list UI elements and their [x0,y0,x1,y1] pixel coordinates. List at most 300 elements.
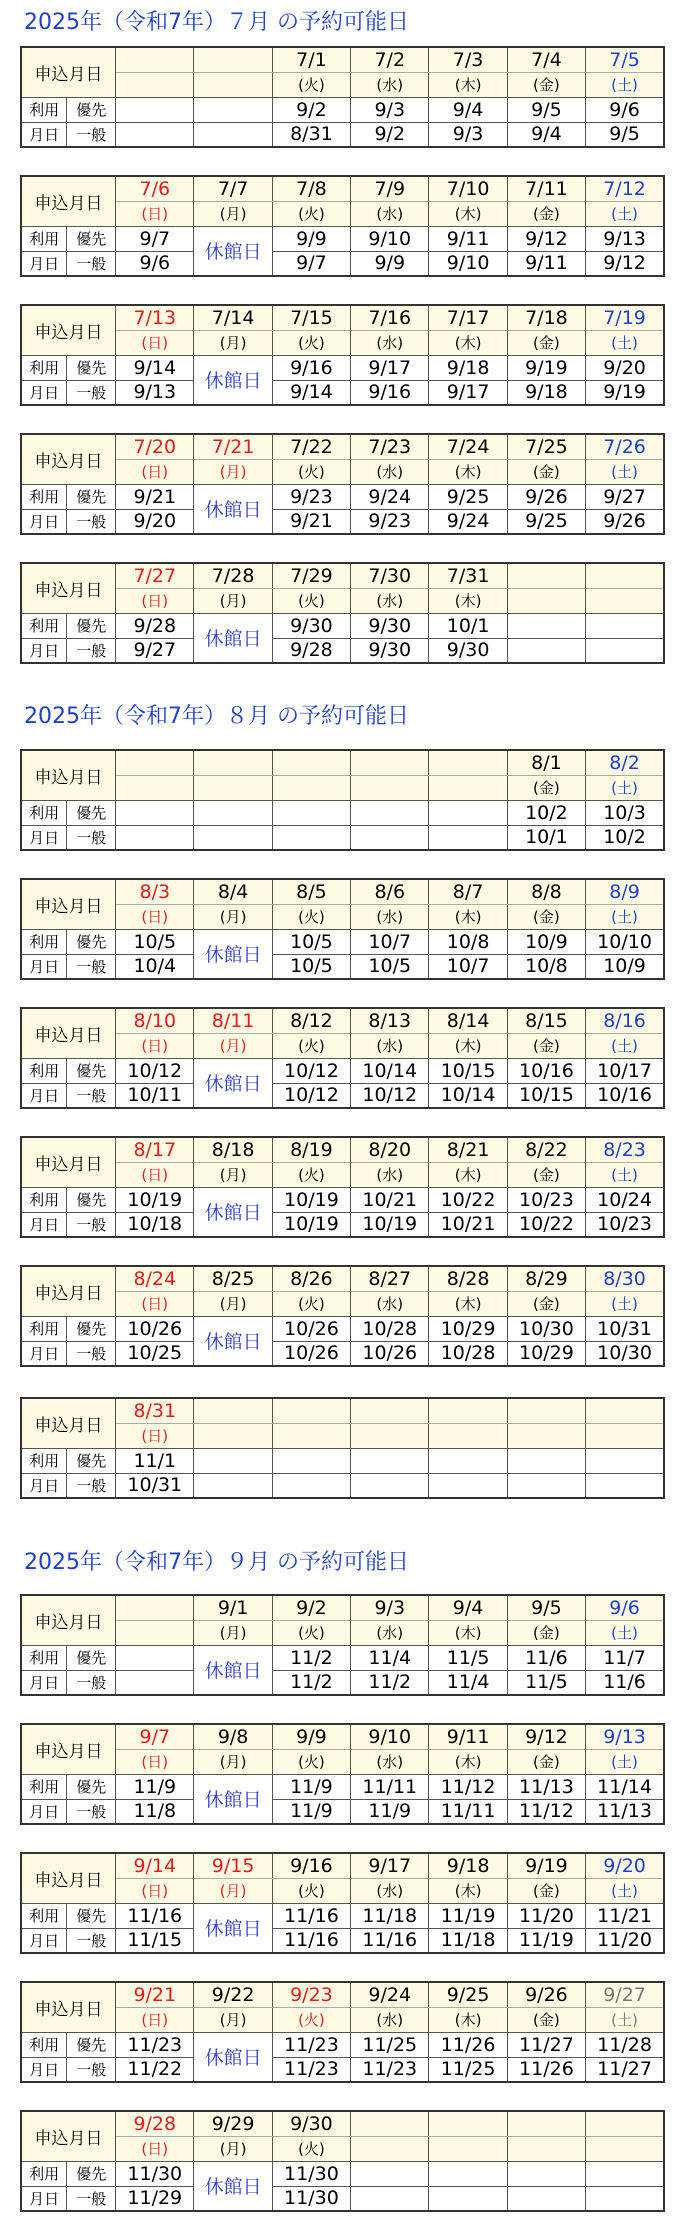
date-cell: 9/10 [351,1724,429,1749]
priority-label: 優先 [67,1903,116,1928]
empty-cell [116,750,194,775]
priority-date: 10/31 [586,1316,664,1341]
dow-cell: (木) [429,1291,507,1316]
priority-date: 11/11 [351,1774,429,1799]
week-table [20,1397,665,1499]
date-cell: 9/29 [194,2111,272,2136]
empty-cell [586,588,664,613]
empty-cell [272,1423,350,1448]
week-table [20,1136,665,1238]
dow-cell: (金) [507,201,585,226]
empty-cell [351,1423,429,1448]
empty-cell [507,588,585,613]
empty-cell [194,750,272,775]
dow-cell: (木) [429,588,507,613]
general-date: 9/16 [351,380,429,405]
priority-label: 優先 [67,1645,116,1670]
priority-date: 9/24 [351,484,429,509]
priority-label: 優先 [67,1448,116,1473]
date-cell: 9/24 [351,1982,429,2007]
week-table [20,1981,665,2083]
general-date: 10/19 [272,1212,350,1237]
priority-date: 10/5 [116,929,194,954]
priority-date: 9/25 [429,484,507,509]
general-date: 11/22 [116,2057,194,2082]
date-cell: 8/25 [194,1266,272,1291]
dow-cell: (土) [586,1620,664,1645]
dow-cell: (火) [272,1162,350,1187]
priority-date: 9/9 [272,226,350,251]
priority-label: 優先 [67,2032,116,2057]
empty-cell [272,750,350,775]
dow-cell: (水) [351,1620,429,1645]
dow-cell: (日) [116,201,194,226]
use-label: 月日 [21,1212,67,1237]
general-date: 9/5 [586,122,664,147]
dow-cell: (月) [194,904,272,929]
general-date: 10/29 [507,1341,585,1366]
priority-date: 10/1 [429,613,507,638]
date-cell: 9/22 [194,1982,272,2007]
date-cell: 8/4 [194,879,272,904]
general-date: 9/3 [429,122,507,147]
priority-date: 9/3 [351,97,429,122]
date-cell: 8/2 [586,750,664,775]
closed-cell: 休館日 [194,1903,272,1953]
priority-date: 11/9 [116,1774,194,1799]
general-date: 11/4 [429,1670,507,1695]
closed-cell: 休館日 [194,1774,272,1824]
general-date: 10/31 [116,1473,194,1498]
empty-cell [429,2136,507,2161]
general-date: 11/23 [272,2057,350,2082]
dow-cell: (水) [351,2007,429,2032]
date-cell: 7/16 [351,305,429,330]
priority-date: 9/17 [351,355,429,380]
general-date: 10/22 [507,1212,585,1237]
dow-cell: (土) [586,1291,664,1316]
week-table [20,2110,665,2212]
date-cell: 8/30 [586,1266,664,1291]
priority-date: 9/19 [507,355,585,380]
empty-cell [507,638,585,663]
priority-date: 10/7 [351,929,429,954]
dow-cell: (水) [351,201,429,226]
priority-date: 10/28 [351,1316,429,1341]
general-date: 8/31 [272,122,350,147]
priority-label: 優先 [67,613,116,638]
empty-cell [586,2111,664,2136]
date-cell: 9/27 [586,1982,664,2007]
general-date: 11/11 [429,1799,507,1824]
week-table [20,1594,665,1696]
general-date: 11/20 [586,1928,664,1953]
priority-date: 9/30 [351,613,429,638]
dow-cell: (月) [194,2136,272,2161]
priority-date: 9/16 [272,355,350,380]
date-cell: 8/29 [507,1266,585,1291]
general-label: 一般 [67,1928,116,1953]
date-cell: 9/26 [507,1982,585,2007]
general-date: 10/28 [429,1341,507,1366]
dow-cell: (金) [507,1162,585,1187]
date-cell: 9/5 [507,1595,585,1620]
dow-cell: (水) [351,904,429,929]
date-cell: 8/14 [429,1008,507,1033]
priority-date: 11/21 [586,1903,664,1928]
general-label: 一般 [67,122,116,147]
priority-date: 9/5 [507,97,585,122]
dow-cell: (土) [586,1749,664,1774]
dow-cell: (火) [272,459,350,484]
empty-cell [429,775,507,800]
use-label: 月日 [21,251,67,276]
closed-cell: 休館日 [194,1058,272,1108]
empty-cell [429,1423,507,1448]
general-label: 一般 [67,825,116,850]
date-cell: 9/3 [351,1595,429,1620]
empty-cell [116,47,194,72]
general-label: 一般 [67,954,116,979]
use-label: 月日 [21,1928,67,1953]
empty-cell [351,2161,429,2186]
general-label: 一般 [67,1341,116,1366]
date-cell: 8/1 [507,750,585,775]
dow-cell: (火) [272,1878,350,1903]
general-date: 9/4 [507,122,585,147]
dow-cell: (土) [586,1878,664,1903]
dow-cell: (水) [351,72,429,97]
dow-cell: (月) [194,588,272,613]
date-cell: 7/21 [194,434,272,459]
use-label: 月日 [21,1799,67,1824]
dow-cell: (火) [272,2136,350,2161]
priority-date: 10/5 [272,929,350,954]
dow-cell: (金) [507,459,585,484]
general-date: 11/27 [586,2057,664,2082]
date-cell: 7/1 [272,47,350,72]
empty-cell [429,825,507,850]
priority-date: 11/14 [586,1774,664,1799]
priority-date: 11/4 [351,1645,429,1670]
dow-cell: (月) [194,1291,272,1316]
empty-cell [429,2111,507,2136]
empty-cell [194,97,272,122]
empty-cell [429,750,507,775]
empty-cell [351,1448,429,1473]
general-label: 一般 [67,1212,116,1237]
priority-label: 優先 [67,929,116,954]
priority-label: 優先 [67,1774,116,1799]
general-date: 11/8 [116,1799,194,1824]
dow-cell: (木) [429,1620,507,1645]
general-date: 10/11 [116,1083,194,1108]
priority-date: 9/6 [586,97,664,122]
date-cell: 9/1 [194,1595,272,1620]
date-cell: 8/8 [507,879,585,904]
use-label: 利用 [21,613,67,638]
apply-date-header: 申込月日 [21,1398,116,1448]
priority-date: 10/21 [351,1187,429,1212]
empty-cell [586,1398,664,1423]
dow-cell: (金) [507,72,585,97]
dow-cell: (木) [429,2007,507,2032]
dow-cell: (金) [507,1620,585,1645]
general-date: 10/12 [272,1083,350,1108]
date-cell: 7/15 [272,305,350,330]
empty-cell [586,1473,664,1498]
dow-cell: (日) [116,1291,194,1316]
empty-cell [194,72,272,97]
dow-cell: (火) [272,1620,350,1645]
general-date: 10/26 [272,1341,350,1366]
general-date: 9/13 [116,380,194,405]
general-date: 11/5 [507,1670,585,1695]
week-table [20,46,665,148]
dow-cell: (木) [429,1162,507,1187]
priority-date: 9/23 [272,484,350,509]
dow-cell: (木) [429,201,507,226]
general-date: 9/10 [429,251,507,276]
priority-date: 10/26 [116,1316,194,1341]
priority-label: 優先 [67,226,116,251]
dow-cell: (水) [351,1033,429,1058]
dow-cell: (木) [429,904,507,929]
dow-cell: (火) [272,201,350,226]
dow-cell: (月) [194,459,272,484]
empty-cell [507,2161,585,2186]
date-cell: 9/28 [116,2111,194,2136]
general-date: 9/19 [586,380,664,405]
empty-cell [351,750,429,775]
priority-label: 優先 [67,2161,116,2186]
priority-date: 11/30 [116,2161,194,2186]
dow-cell: (木) [429,1033,507,1058]
use-label: 利用 [21,1058,67,1083]
dow-cell: (金) [507,1033,585,1058]
dow-cell: (月) [194,1033,272,1058]
priority-date: 9/14 [116,355,194,380]
week-table [20,1007,665,1109]
general-date: 9/26 [586,509,664,534]
priority-date: 11/6 [507,1645,585,1670]
priority-date: 11/5 [429,1645,507,1670]
dow-cell: (日) [116,1033,194,1058]
use-label: 月日 [21,2186,67,2211]
closed-cell: 休館日 [194,484,272,534]
priority-date: 10/3 [586,800,664,825]
priority-date: 11/18 [351,1903,429,1928]
dow-cell: (日) [116,588,194,613]
use-label: 利用 [21,484,67,509]
priority-date: 11/16 [272,1903,350,1928]
empty-cell [351,2136,429,2161]
priority-date: 10/24 [586,1187,664,1212]
general-date: 11/13 [586,1799,664,1824]
priority-date: 11/2 [272,1645,350,1670]
dow-cell: (木) [429,1749,507,1774]
closed-cell: 休館日 [194,1316,272,1366]
priority-date: 9/28 [116,613,194,638]
date-cell: 9/17 [351,1853,429,1878]
dow-cell: (土) [586,330,664,355]
priority-date: 11/27 [507,2032,585,2057]
use-label: 利用 [21,2032,67,2057]
general-date: 9/17 [429,380,507,405]
use-label: 利用 [21,355,67,380]
general-date: 10/5 [272,954,350,979]
general-date: 11/9 [351,1799,429,1824]
apply-date-header: 申込月日 [21,563,116,613]
empty-cell [116,97,194,122]
dow-cell: (月) [194,201,272,226]
general-date: 10/14 [429,1083,507,1108]
empty-cell [272,1448,350,1473]
empty-cell [272,800,350,825]
general-label: 一般 [67,1670,116,1695]
date-cell: 8/3 [116,879,194,904]
general-date: 11/18 [429,1928,507,1953]
use-label: 利用 [21,1316,67,1341]
general-date: 11/15 [116,1928,194,1953]
date-cell: 9/15 [194,1853,272,1878]
month-title: 2025年（令和7年）７月 の予約可能日 [24,10,409,35]
date-cell: 9/7 [116,1724,194,1749]
dow-cell: (日) [116,904,194,929]
priority-label: 優先 [67,355,116,380]
general-date: 10/21 [429,1212,507,1237]
dow-cell: (土) [586,72,664,97]
dow-cell: (金) [507,775,585,800]
closed-cell: 休館日 [194,2032,272,2082]
empty-cell [429,1473,507,1498]
date-cell: 9/16 [272,1853,350,1878]
general-label: 一般 [67,2186,116,2211]
general-date: 11/23 [351,2057,429,2082]
empty-cell [272,775,350,800]
dow-cell: (水) [351,1162,429,1187]
empty-cell [116,775,194,800]
empty-cell [351,1398,429,1423]
dow-cell: (土) [586,904,664,929]
priority-label: 優先 [67,97,116,122]
general-date: 9/9 [351,251,429,276]
empty-cell [507,1473,585,1498]
priority-date: 10/10 [586,929,664,954]
date-cell: 9/21 [116,1982,194,2007]
priority-date: 9/2 [272,97,350,122]
general-date: 11/25 [429,2057,507,2082]
priority-date: 11/7 [586,1645,664,1670]
dow-cell: (土) [586,459,664,484]
week-table [20,304,665,406]
empty-cell [194,1398,272,1423]
priority-date: 10/15 [429,1058,507,1083]
priority-date: 10/26 [272,1316,350,1341]
general-date: 10/25 [116,1341,194,1366]
week-table [20,1723,665,1825]
empty-cell [194,1423,272,1448]
date-cell: 8/23 [586,1137,664,1162]
dow-cell: (日) [116,1749,194,1774]
empty-cell [586,2161,664,2186]
empty-cell [586,563,664,588]
general-date: 10/16 [586,1083,664,1108]
date-cell: 7/20 [116,434,194,459]
priority-date: 9/20 [586,355,664,380]
priority-label: 優先 [67,1316,116,1341]
general-label: 一般 [67,2057,116,2082]
general-date: 10/1 [507,825,585,850]
week-table [20,878,665,980]
apply-date-header: 申込月日 [21,1853,116,1903]
empty-cell [507,2186,585,2211]
apply-date-header: 申込月日 [21,1137,116,1187]
general-date: 10/7 [429,954,507,979]
priority-label: 優先 [67,1187,116,1212]
date-cell: 7/10 [429,176,507,201]
general-date: 10/8 [507,954,585,979]
dow-cell: (金) [507,1291,585,1316]
empty-cell [429,2186,507,2211]
use-label: 利用 [21,1645,67,1670]
use-label: 月日 [21,122,67,147]
general-date: 9/20 [116,509,194,534]
apply-date-header: 申込月日 [21,176,116,226]
priority-date: 9/18 [429,355,507,380]
empty-cell [429,1398,507,1423]
closed-cell: 休館日 [194,1187,272,1237]
priority-date: 11/20 [507,1903,585,1928]
general-date: 11/2 [351,1670,429,1695]
date-cell: 8/21 [429,1137,507,1162]
dow-cell: (火) [272,1033,350,1058]
apply-date-header: 申込月日 [21,1724,116,1774]
general-date: 9/6 [116,251,194,276]
dow-cell: (土) [586,201,664,226]
general-date: 11/12 [507,1799,585,1824]
date-cell: 9/9 [272,1724,350,1749]
dow-cell: (火) [272,2007,350,2032]
month-title: 2025年（令和7年）９月 の予約可能日 [24,1550,409,1575]
general-date: 9/14 [272,380,350,405]
date-cell: 7/17 [429,305,507,330]
use-label: 月日 [21,509,67,534]
empty-cell [194,1473,272,1498]
dow-cell: (水) [351,588,429,613]
date-cell: 9/2 [272,1595,350,1620]
general-date: 11/9 [272,1799,350,1824]
priority-date: 10/12 [116,1058,194,1083]
date-cell: 7/11 [507,176,585,201]
date-cell: 9/25 [429,1982,507,2007]
empty-cell [116,1595,194,1620]
general-date: 11/16 [272,1928,350,1953]
date-cell: 9/18 [429,1853,507,1878]
general-date: 10/19 [351,1212,429,1237]
week-table [20,1265,665,1367]
dow-cell: (火) [272,588,350,613]
date-cell: 7/19 [586,305,664,330]
priority-date: 11/30 [272,2161,350,2186]
date-cell: 8/9 [586,879,664,904]
date-cell: 8/5 [272,879,350,904]
empty-cell [507,1423,585,1448]
dow-cell: (月) [194,1162,272,1187]
date-cell: 8/15 [507,1008,585,1033]
date-cell: 8/16 [586,1008,664,1033]
use-label: 月日 [21,1341,67,1366]
